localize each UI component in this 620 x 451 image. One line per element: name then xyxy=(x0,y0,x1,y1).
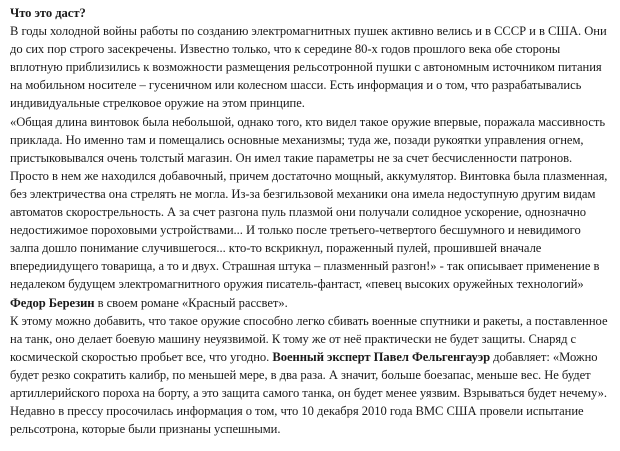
quote-tail: в своем романе «Красный рассвет». xyxy=(94,295,288,310)
paragraph-expert xyxy=(10,312,612,402)
author-name: Федор Березин xyxy=(10,295,95,310)
expert-name: Военный эксперт Павел Фельгенгауэр xyxy=(272,349,491,364)
paragraph-cold-war: В годы холодной войны работы по созданию электромагнитных пушек активно велись и в СССР и в США. Они до сих пор строго засекречены. Известно только, что к середине 80-х годов прошлого века обе стороны вплотную приблизились к возможности размещения рельсотронной пушки с автономным источником питания на мобильном носителе – гусеничном или колесном шасси. Есть информация и о том, что разрабатывались индивидуальные стрелковое оружие на этом принципе. xyxy=(10,24,607,111)
paragraph-news: Недавно в прессу просочилась информация о том, что 10 декабря 2010 года ВМС США провели испытание рельсотрона, которые были признаны успешными. xyxy=(10,404,584,437)
expert-quote: добавляет: «Можно будет резко сократить калибр, по меньшей мере, в два раза. А значит, больше боезапас, меньше вес. Не будет артиллерийского пороха на борту, а это защита самого танка, он будет менее уязвим. Взрываться будет нечему». xyxy=(10,349,607,400)
article-heading: Что это даст? xyxy=(10,6,86,20)
quote-text: «Общая длина винтовок была небольшой, однако того, кто видел такое оружие впервые, поражала массивность приклада. Но именно там и помещались основные механизмы; туда же, позади рукоятки управления огнем, пристыковывался очень толстый магазин. Он имел такие параметры не за счет бесчисленности патронов. Просто в нем же находился добавочный, причем достаточно мощный, аккумулятор. Винтовка была плазменная, без электричества она стрелять не могла. Из-за безгильзовой механики она имела недоступную другим видам автоматов скорострельность. А за счет разгона пуль плазмой они получали солидное ускорение, однозначно недостижимое пороховыми устройствами... И только после третьего-четвертого бесшумного и невидимого залпа дошло понимание случившегося... кто-то вскрикнул, пораженный пулей, прошившей вначале впередиидущего товарища, а то и двух. Страшная штука – плазменный разгон!» - так описывает применение в недалеком будущем электромагнитного оружия писатель-фантаст, «певец высоких оружейных технологий» xyxy=(10,114,608,292)
paragraph-quote xyxy=(10,113,612,312)
expert-intro-text: К этому можно добавить, что такое оружие способно легко сбивать военные спутники и ракеты, а поставленное на танк, оно делает боевую машину неуязвимой. К тому же от неё практически не будет защиты. Снаряд с космической скоростью пробьет все, что угодно. xyxy=(10,313,608,364)
